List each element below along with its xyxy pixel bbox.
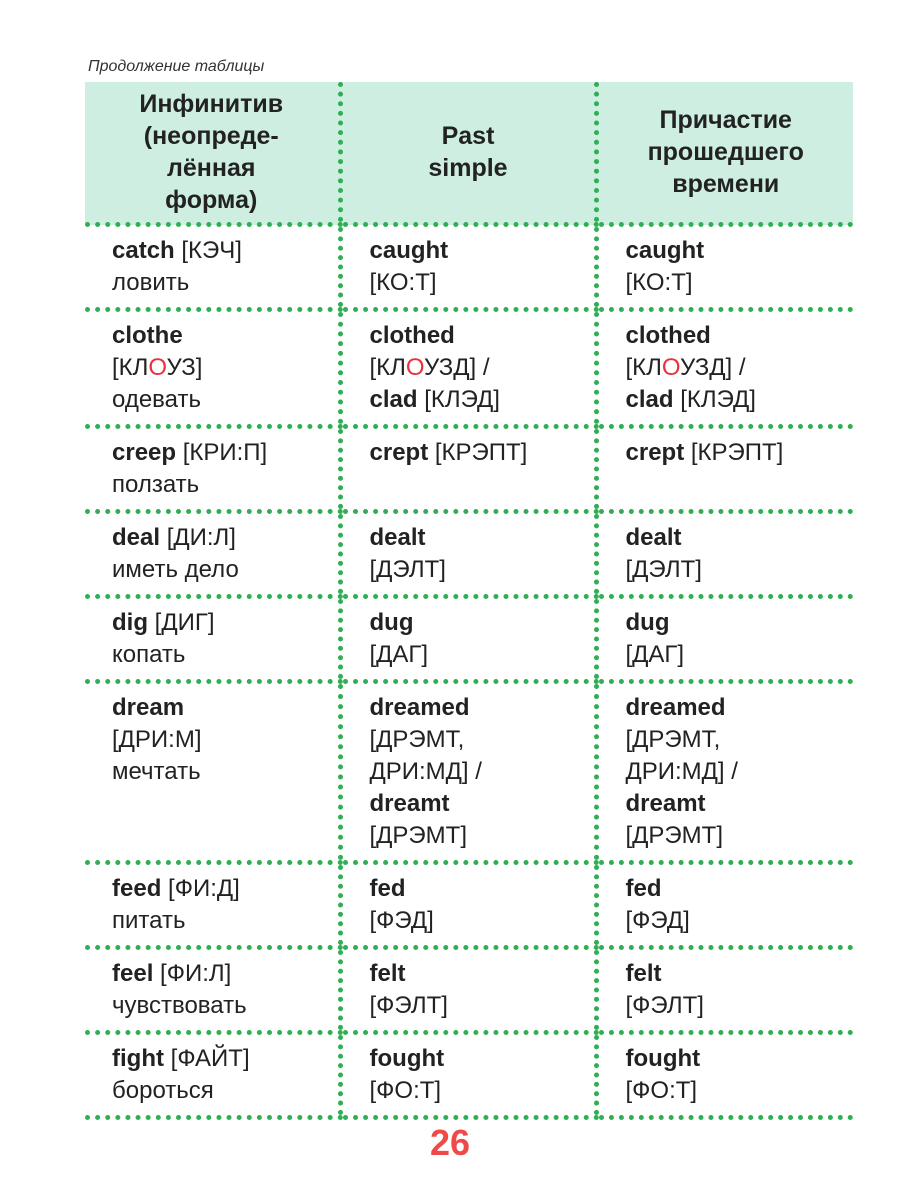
- cell-line: [112, 873, 328, 905]
- transcription-or-translation: [КРИ:П]: [176, 439, 268, 466]
- transcription-or-translation: [КЛ: [625, 354, 662, 381]
- verb-form: dug: [369, 609, 414, 636]
- past-simple-cell: [340, 948, 596, 1033]
- infinitive-cell: [85, 427, 340, 512]
- infinitive-cell: [85, 597, 340, 682]
- transcription-or-translation: копать: [112, 641, 186, 668]
- transcription-or-translation: [ФЭД]: [369, 907, 434, 934]
- transcription-or-translation: УЗД] /: [424, 354, 490, 381]
- past-simple-cell: [340, 597, 596, 682]
- table-continuation-caption: Продолжение таблицы: [88, 58, 265, 75]
- cell-line: [112, 607, 328, 639]
- header-past-participle: [596, 82, 853, 225]
- header-line: времени: [672, 170, 780, 198]
- cell-line: [626, 820, 844, 852]
- cell-line: [112, 437, 328, 469]
- cell-line: [370, 607, 584, 639]
- header-infinitive: [85, 82, 340, 225]
- verb-form: clothed: [625, 322, 711, 349]
- past-participle-cell: [596, 597, 853, 682]
- table-row: [85, 512, 853, 597]
- cell-line: [112, 352, 328, 384]
- cell-line: [626, 1075, 844, 1107]
- verb-form: fed: [625, 875, 662, 902]
- transcription-or-translation: [ФЭЛТ]: [625, 992, 704, 1019]
- cell-line: [370, 554, 584, 586]
- verb-form: clothed: [369, 322, 455, 349]
- cell-line: [370, 905, 584, 937]
- infinitive-cell: [85, 863, 340, 948]
- past-participle-cell: [596, 427, 853, 512]
- cell-line: [112, 235, 328, 267]
- cell-line: [370, 788, 584, 820]
- cell-line: [626, 905, 844, 937]
- stressed-vowel: О: [148, 354, 167, 381]
- past-participle-cell: [596, 225, 853, 310]
- transcription-or-translation: [ФИ:Л]: [153, 960, 232, 987]
- transcription-or-translation: [ДРЭМТ]: [369, 822, 467, 849]
- cell-line: [626, 267, 844, 299]
- irregular-verbs-table: [85, 82, 853, 1120]
- cell-line: [112, 1043, 328, 1075]
- header-past-simple: [340, 82, 596, 225]
- cell-line: [626, 990, 844, 1022]
- transcription-or-translation: [КО:Т]: [625, 269, 693, 296]
- transcription-or-translation: ДРИ:МД] /: [369, 758, 482, 785]
- header-line: (неопреде-: [143, 122, 279, 150]
- cell-line: [370, 639, 584, 671]
- transcription-or-translation: УЗД] /: [680, 354, 746, 381]
- transcription-or-translation: [ДРЭМТ,: [625, 726, 721, 753]
- transcription-or-translation: мечтать: [112, 758, 201, 785]
- table-row: [85, 427, 853, 512]
- verb-form: crept: [625, 439, 685, 466]
- verb-form: dreamed: [369, 694, 470, 721]
- cell-line: [370, 522, 584, 554]
- infinitive-cell: [85, 310, 340, 427]
- transcription-or-translation: [КРЭПТ]: [684, 439, 784, 466]
- cell-line: [626, 724, 844, 756]
- transcription-or-translation: [КЛЭД]: [417, 386, 500, 413]
- transcription-or-translation: [КЛ: [112, 354, 149, 381]
- past-simple-cell: [340, 427, 596, 512]
- table-row: [85, 1033, 853, 1118]
- verb-form: caught: [625, 237, 705, 264]
- verb-form: creep: [112, 439, 177, 466]
- stressed-vowel: О: [661, 354, 681, 381]
- transcription-or-translation: чувствовать: [112, 992, 247, 1019]
- past-participle-cell: [596, 1033, 853, 1118]
- verb-form: fought: [625, 1045, 701, 1072]
- verb-form: fought: [369, 1045, 445, 1072]
- past-participle-cell: [596, 948, 853, 1033]
- past-participle-cell: [596, 310, 853, 427]
- transcription-or-translation: УЗ]: [166, 354, 203, 381]
- header-line: лённая: [167, 154, 256, 182]
- verb-form: clad: [625, 386, 674, 413]
- cell-line: [112, 522, 328, 554]
- transcription-or-translation: [ФИ:Д]: [161, 875, 240, 902]
- cell-line: [370, 990, 584, 1022]
- transcription-or-translation: [ФАЙТ]: [163, 1045, 250, 1072]
- table-header: [85, 82, 853, 225]
- transcription-or-translation: иметь дело: [112, 556, 239, 583]
- past-simple-cell: [340, 225, 596, 310]
- cell-line: [370, 437, 584, 469]
- transcription-or-translation: питать: [112, 907, 186, 934]
- past-simple-cell: [340, 863, 596, 948]
- cell-line: [370, 384, 584, 416]
- cell-line: [112, 724, 328, 756]
- header-line: Инфинитив: [139, 90, 284, 118]
- transcription-or-translation: бороться: [112, 1077, 214, 1104]
- verb-form: dream: [112, 694, 185, 721]
- transcription-or-translation: ДРИ:МД] /: [625, 758, 738, 785]
- verb-form: clad: [369, 386, 418, 413]
- past-participle-cell: [596, 682, 853, 863]
- verb-form: felt: [369, 960, 406, 987]
- transcription-or-translation: [КО:Т]: [369, 269, 437, 296]
- cell-line: [112, 905, 328, 937]
- cell-line: [112, 990, 328, 1022]
- transcription-or-translation: [ДИ:Л]: [160, 524, 236, 551]
- infinitive-cell: [85, 1033, 340, 1118]
- cell-line: [626, 639, 844, 671]
- verb-form: feel: [112, 960, 154, 987]
- verb-form: dealt: [625, 524, 682, 551]
- cell-line: [370, 267, 584, 299]
- cell-line: [370, 1075, 584, 1107]
- cell-line: [626, 1043, 844, 1075]
- table-row: [85, 225, 853, 310]
- transcription-or-translation: [КЭЧ]: [174, 237, 242, 264]
- past-participle-cell: [596, 512, 853, 597]
- past-simple-cell: [340, 682, 596, 863]
- table-row: [85, 863, 853, 948]
- transcription-or-translation: [ФО:Т]: [369, 1077, 442, 1104]
- cell-line: [112, 384, 328, 416]
- past-simple-cell: [340, 1033, 596, 1118]
- verb-form: caught: [369, 237, 449, 264]
- transcription-or-translation: [ДРИ:М]: [112, 726, 202, 753]
- cell-line: [112, 554, 328, 586]
- cell-line: [370, 873, 584, 905]
- verb-form: dealt: [369, 524, 426, 551]
- cell-line: [112, 320, 328, 352]
- cell-line: [370, 352, 584, 384]
- transcription-or-translation: [ФЭЛТ]: [369, 992, 448, 1019]
- transcription-or-translation: [ДАГ]: [625, 641, 685, 668]
- cell-line: [112, 958, 328, 990]
- verb-form: catch: [112, 237, 175, 264]
- header-line: Past: [441, 122, 495, 150]
- cell-line: [626, 437, 844, 469]
- stressed-vowel: О: [405, 354, 425, 381]
- cell-line: [370, 320, 584, 352]
- past-simple-cell: [340, 310, 596, 427]
- cell-line: [370, 820, 584, 852]
- transcription-or-translation: [ДРЭМТ,: [369, 726, 465, 753]
- cell-line: [626, 522, 844, 554]
- cell-line: [626, 607, 844, 639]
- cell-line: [626, 692, 844, 724]
- cell-line: [626, 554, 844, 586]
- transcription-or-translation: [ДЭЛТ]: [625, 556, 702, 583]
- table-body: [85, 225, 853, 1118]
- cell-line: [370, 692, 584, 724]
- cell-line: [626, 788, 844, 820]
- transcription-or-translation: одевать: [112, 386, 201, 413]
- cell-line: [112, 692, 328, 724]
- header-line: Причастие: [659, 106, 792, 134]
- cell-line: [626, 352, 844, 384]
- cell-line: [626, 958, 844, 990]
- verb-form: dreamt: [369, 790, 450, 817]
- table-row: [85, 310, 853, 427]
- transcription-or-translation: [КЛЭД]: [673, 386, 756, 413]
- verb-form: crept: [369, 439, 429, 466]
- transcription-or-translation: [ДЭЛТ]: [369, 556, 446, 583]
- header-line: simple: [428, 154, 508, 182]
- table-row: [85, 948, 853, 1033]
- past-participle-cell: [596, 863, 853, 948]
- cell-line: [370, 756, 584, 788]
- verb-form: felt: [625, 960, 662, 987]
- cell-line: [112, 756, 328, 788]
- cell-line: [626, 320, 844, 352]
- transcription-or-translation: ловить: [112, 269, 190, 296]
- transcription-or-translation: [КЛ: [369, 354, 406, 381]
- verb-form: clothe: [112, 322, 183, 349]
- cell-line: [370, 724, 584, 756]
- table-row: [85, 682, 853, 863]
- past-simple-cell: [340, 512, 596, 597]
- verb-form: feed: [112, 875, 162, 902]
- infinitive-cell: [85, 512, 340, 597]
- cell-line: [626, 384, 844, 416]
- transcription-or-translation: [ФО:Т]: [625, 1077, 698, 1104]
- header-line: прошедшего: [647, 138, 804, 166]
- page-number: 26: [429, 1122, 471, 1163]
- transcription-or-translation: [ФЭД]: [625, 907, 690, 934]
- verb-form: dig: [112, 609, 148, 636]
- infinitive-cell: [85, 225, 340, 310]
- verb-form: dug: [625, 609, 670, 636]
- header-row: [85, 82, 853, 225]
- cell-line: [370, 1043, 584, 1075]
- infinitive-cell: [85, 682, 340, 863]
- cell-line: [112, 267, 328, 299]
- transcription-or-translation: [КРЭПТ]: [428, 439, 528, 466]
- cell-line: [370, 958, 584, 990]
- verb-form: dreamt: [625, 790, 706, 817]
- infinitive-cell: [85, 948, 340, 1033]
- verb-form: fed: [369, 875, 406, 902]
- verb-form: deal: [112, 524, 161, 551]
- cell-line: [112, 639, 328, 671]
- cell-line: [626, 756, 844, 788]
- verb-form: dreamed: [625, 694, 726, 721]
- cell-line: [626, 235, 844, 267]
- header-line: форма): [165, 186, 258, 214]
- cell-line: [112, 1075, 328, 1107]
- transcription-or-translation: [ДРЭМТ]: [625, 822, 723, 849]
- transcription-or-translation: ползать: [112, 471, 200, 498]
- transcription-or-translation: [ДИГ]: [148, 609, 215, 636]
- verb-form: fight: [112, 1045, 164, 1072]
- cell-line: [626, 873, 844, 905]
- table-row: [85, 597, 853, 682]
- cell-line: [370, 235, 584, 267]
- transcription-or-translation: [ДАГ]: [369, 641, 429, 668]
- cell-line: [112, 469, 328, 501]
